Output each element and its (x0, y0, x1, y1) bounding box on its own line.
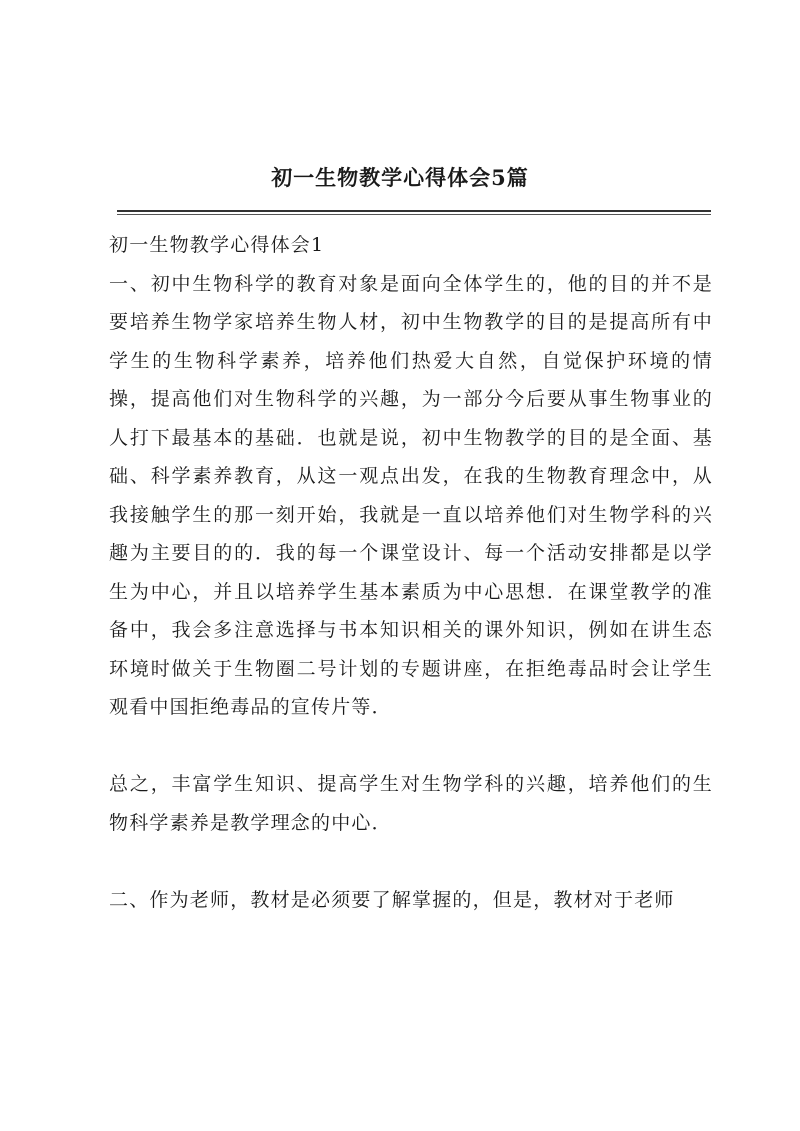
document-title: 初一生物教学心得体会5篇 (271, 165, 529, 190)
paragraph: 二、作为老师，教材是必须要了解掌握的，但是，教材对于老师 (109, 888, 675, 911)
title-divider (117, 210, 711, 212)
paragraph: 一、初中生物科学的教育对象是面向全体学生的，他的目的并不是要培养生物学家培养生物人材，初中生物教学的目的是提高所有中学生的生物科学素养，培养他们热爱大自然，自觉保护环境的情操，提高他们对生物科学的兴趣，为一部分今后要从事生物事业的人打下最基本的基础．也就是说，初中生物教学的目的是全面、基础、科学素养教育，从这一观点出发，在我的生物教育理念中，从我接触学生的那一刻开始，我就是一直以培养他们对生物学科的兴趣为主要目的的．我的每一个课堂设计、每一个活动安排都是以学生为中心，并且以培养学生基本素质为中心思想．在课堂教学的准备中，我会多注意选择与书本知识相关的课外知识，例如在讲生态环境时做关于生物圈二号计划的专题讲座，在拒绝毒品时会让学生观看中国拒绝毒品的宣传片等． (109, 272, 713, 718)
title-divider-thin (117, 214, 711, 215)
section-heading: 初一生物教学心得体会1 (109, 234, 325, 256)
paragraph: 总之，丰富学生知识、提高学生对生物学科的兴趣，培养他们的生物科学素养是教学理念的中心． (109, 773, 713, 834)
document-body (109, 226, 713, 919)
